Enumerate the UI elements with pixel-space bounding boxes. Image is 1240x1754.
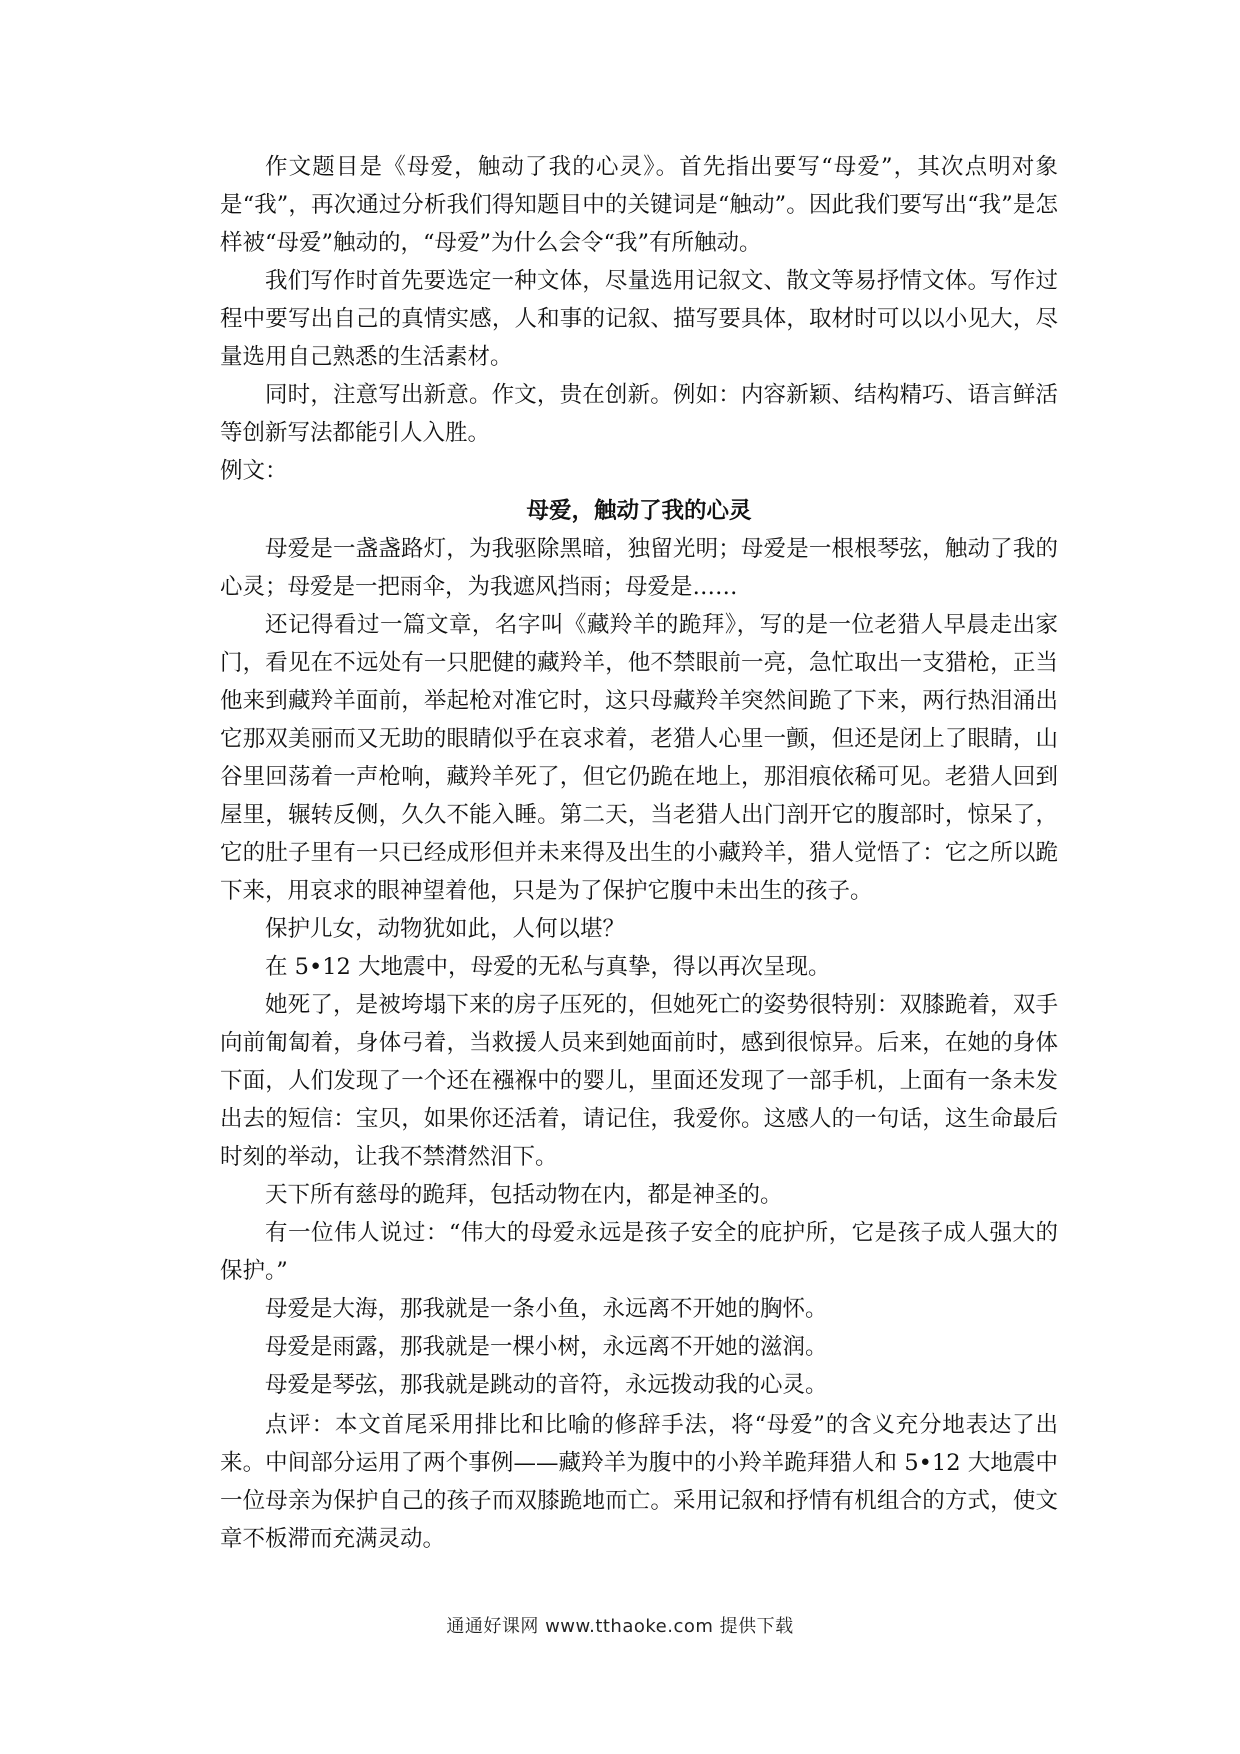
document-body bbox=[220, 148, 1058, 1558]
poem-line-3: 母爱是琴弦，那我就是跳动的音符，永远拨动我的心灵。 bbox=[265, 1372, 828, 1398]
poem-line-1: 母爱是大海，那我就是一条小鱼，永远离不开她的胸怀。 bbox=[265, 1296, 828, 1322]
essay-paragraph-5: 她死了，是被垮塌下来的房子压死的，但她死亡的姿势很特别：双膝跪着，双手向前匍匐着，身体弓着，当救援人员来到她面前时，感到很惊异。后来，在她的身体下面，人们发现了一个还在襁褓中的婴儿，里面还发现了一部手机，上面有一条未发出去的短信：宝贝，如果你还活着，请记住，我爱你。这感人的一句话，这生命最后时刻的举动，让我不禁潸然泪下。 bbox=[220, 992, 1058, 1170]
footer-watermark: 通通好课网 www.tthaoke.com 提供下载 bbox=[446, 1616, 794, 1637]
essay-paragraph-2: 还记得看过一篇文章，名字叫《藏羚羊的跪拜》，写的是一位老猎人早晨走出家门，看见在不远处有一只肥健的藏羚羊，他不禁眼前一亮，急忙取出一支猎枪，正当他来到藏羚羊面前，举起枪对准它时，这只母藏羚羊突然间跪了下来，两行热泪涌出它那双美丽而又无助的眼睛似乎在哀求着，老猎人心里一颤，但还是闭上了眼睛，山谷里回荡着一声枪响，藏羚羊死了，但它仍跪在地上，那泪痕依稀可见。老猎人回到屋里，辗转反侧，久久不能入睡。第二天，当老猎人出门剖开它的腹部时，惊呆了，它的肚子里有一只已经成形但并未来得及出生的小藏羚羊，猎人觉悟了：它之所以跪下来，用哀求的眼神望着他，只是为了保护它腹中未出生的孩子。 bbox=[220, 612, 1058, 904]
essay-title: 母爱，触动了我的心灵 bbox=[526, 498, 752, 524]
comment-paragraph: 点评：本文首尾采用排比和比喻的修辞手法，将“母爱”的含义充分地表达了出来。中间部分运用了两个事例——藏羚羊为腹中的小羚羊跪拜猎人和 5•12 大地震中一位母亲为保护自己的孩子而双膝跪地而亡。采用记叙和抒情有机组合的方式，使文章不板滞而充满灵动。 bbox=[220, 1412, 1058, 1552]
essay-paragraph-1: 母爱是一盏盏路灯，为我驱除黑暗，独留光明；母爱是一根根琴弦，触动了我的心灵；母爱是一把雨伞，为我遮风挡雨；母爱是…… bbox=[220, 536, 1058, 600]
intro-paragraph-2: 我们写作时首先要选定一种文体，尽量选用记叙文、散文等易抒情文体。写作过程中要写出自己的真情实感，人和事的记叙、描写要具体，取材时可以以小见大，尽量选用自己熟悉的生活素材。 bbox=[220, 268, 1058, 370]
example-label: 例文： bbox=[220, 458, 288, 484]
essay-paragraph-4: 在 5•12 大地震中，母爱的无私与真挚，得以再次呈现。 bbox=[265, 954, 831, 980]
essay-paragraph-7: 有一位伟人说过：“伟大的母爱永远是孩子安全的庇护所，它是孩子成人强大的保护。” bbox=[220, 1220, 1058, 1284]
essay-paragraph-6: 天下所有慈母的跪拜，包括动物在内，都是神圣的。 bbox=[265, 1182, 783, 1208]
essay-paragraph-3: 保护儿女，动物犹如此，人何以堪？ bbox=[265, 916, 626, 942]
intro-paragraph-1: 作文题目是《母爱，触动了我的心灵》。首先指出要写“母爱”，其次点明对象是“我”，再次通过分析我们得知题目中的关键词是“触动”。因此我们要写出“我”是怎样被“母爱”触动的，“母爱”为什么会令“我”有所触动。 bbox=[220, 154, 1058, 256]
intro-paragraph-3: 同时，注意写出新意。作文，贵在创新。例如：内容新颖、结构精巧、语言鲜活等创新写法都能引人入胜。 bbox=[220, 382, 1058, 446]
poem-line-2: 母爱是雨露，那我就是一棵小树，永远离不开她的滋润。 bbox=[265, 1334, 828, 1360]
